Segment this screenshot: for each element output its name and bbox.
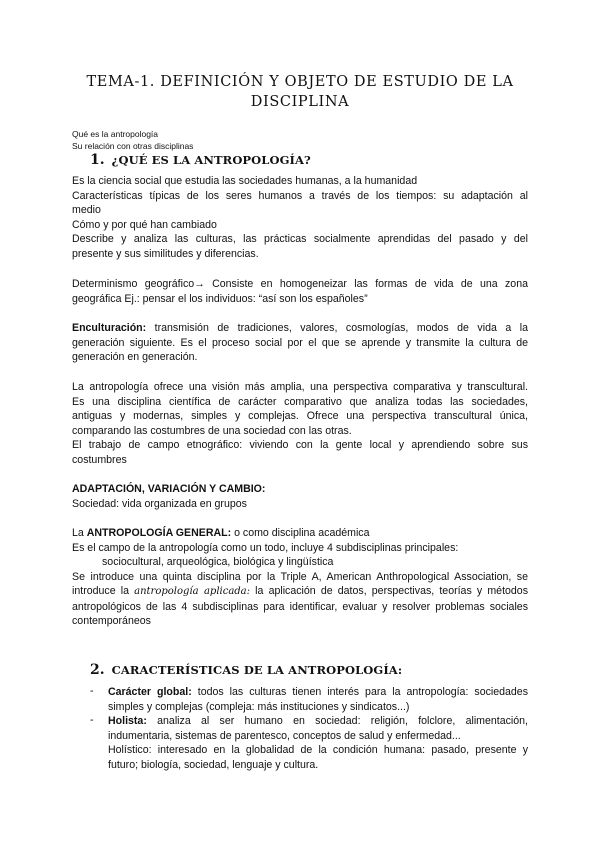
- text-line: [108, 685, 528, 700]
- paragraph-general-anthropology: [72, 526, 528, 629]
- section-number: 2.: [90, 662, 105, 678]
- section-2-heading: [90, 662, 402, 678]
- toc-item: Qué es la antropología: [72, 129, 159, 139]
- toc-item: Su relación con otras disciplinas: [72, 141, 194, 151]
- text-line: presente y sus similitudes y diferencias.: [72, 247, 259, 260]
- title-line-2: DISCIPLINA: [250, 94, 350, 110]
- subheading-adaptation: ADAPTACIÓN, VARIACIÓN Y CAMBIO:: [72, 483, 266, 495]
- text-line: indumentaria, sistemas de parentesco, conceptos de salud y enfermedad...: [108, 729, 461, 742]
- bullet-marker: -: [90, 714, 94, 726]
- text-line: futuro; biología, sociedad, lenguaje y cultura.: [108, 758, 319, 771]
- paragraph-adaptation: [72, 482, 528, 511]
- section-1-heading: [90, 152, 311, 168]
- text-line: El trabajo de campo etnográfico: viviendo con la gente local y aprendiendo sobre sus: [72, 439, 528, 451]
- text-line: simples y complejas (compleja: más instituciones y sindicatos...): [108, 700, 410, 713]
- paragraph-determinism: [72, 277, 528, 306]
- text-line: Sociedad: vida organizada en grupos: [72, 497, 247, 510]
- term-enculturation: Enculturación:: [72, 322, 147, 334]
- text-line: Es el campo de la antropología como un todo, incluye 4 subdisciplinas principales:: [72, 541, 459, 554]
- text-line: Se introduce una quinta disciplina por la Triple A, American Anthropological Association, se: [72, 570, 528, 583]
- section-title: CARACTERÍSTICAS DE LA ANTROPOLOGÍA:: [111, 663, 403, 677]
- list-item-global: [108, 685, 528, 714]
- paragraph-definition: [72, 174, 528, 261]
- table-of-contents: [72, 128, 193, 152]
- text-fragment: analiza al ser humano en sociedad: religión, folclore, alimentación,: [146, 715, 528, 727]
- list-item-holistic: [108, 714, 528, 772]
- text-line: contemporáneos: [72, 615, 151, 627]
- term-applied-anthropology: antropología aplicada:: [134, 586, 251, 597]
- text-line: generación en generación.: [72, 351, 198, 363]
- text-fragment: o como disciplina académica: [231, 527, 370, 539]
- text-line: Cómo y por qué han cambiado: [72, 218, 217, 231]
- text-line: [72, 526, 528, 541]
- section-number: 1.: [90, 152, 105, 168]
- text-fragment: la aplicación de datos, perspectivas, teorías y métodos: [250, 585, 528, 597]
- term-holistic: Holista:: [108, 715, 147, 727]
- text-line: medio: [72, 204, 101, 216]
- text-line: antiguas y modernas, simples y complejas. Ofrece una perspectiva transcultural única,: [72, 410, 528, 422]
- text-line: comparando las costumbres de una sociedad con las otras.: [72, 424, 352, 437]
- text-line: La antropología ofrece una visión más amplia, una perspectiva comparativa y transcultural.: [72, 381, 528, 393]
- text-line: Características típicas de los seres humanos a través de los tiempos: su adaptación al: [72, 189, 528, 202]
- text-line: costumbres: [72, 453, 127, 466]
- text-fragment: introduce la: [72, 585, 135, 597]
- paragraph-perspective: [72, 380, 528, 467]
- text-line: antropológicos de las 4 subdisciplinas para identificar, evaluar y resolver problemas sociales: [72, 600, 528, 613]
- text-fragment: La: [72, 527, 87, 539]
- paragraph-enculturation: [72, 321, 528, 365]
- text-line: Es la ciencia social que estudia las sociedades humanas, a la humanidad: [72, 175, 418, 187]
- text-line: Determinismo geográfico→ Consiste en homogeneizar las formas de vida de una zona: [72, 278, 528, 290]
- text-line: [72, 321, 528, 336]
- text-line: sociocultural, arqueológica, biológica y lingüística: [102, 556, 334, 568]
- text-line: [108, 714, 528, 729]
- text-line: geográfica Ej.: pensar el los individuos: “así son los españoles”: [72, 292, 368, 305]
- document-title: [60, 72, 540, 112]
- text-line: Holístico: interesado en la globalidad de la condición humana: pasado, presente y: [108, 744, 528, 756]
- title-line-1: TEMA-1. DEFINICIÓN Y OBJETO DE ESTUDIO DE LA: [86, 74, 514, 90]
- text-fragment: todos las culturas tienen interés para la antropología: sociedades: [191, 686, 528, 698]
- text-line: generación siguiente. Es el proceso social por el que se aprende y transmite la cultura de: [72, 336, 528, 349]
- bullet-marker: -: [90, 685, 94, 697]
- text-line: Es una disciplina científica de carácter comparativo que analiza todas las sociedades,: [72, 395, 528, 408]
- term-general-anthropology: ANTROPOLOGÍA GENERAL:: [86, 527, 232, 539]
- term-global: Carácter global:: [108, 686, 192, 698]
- text-fragment: transmisión de tradiciones, valores, cosmologías, modos de vida a la: [146, 322, 528, 334]
- text-line: [72, 584, 528, 600]
- text-line: Describe y analiza las culturas, las prácticas socialmente aprendidas del pasado y del: [72, 233, 528, 245]
- section-title: ¿QUÉ ES LA ANTROPOLOGÍA?: [111, 153, 311, 167]
